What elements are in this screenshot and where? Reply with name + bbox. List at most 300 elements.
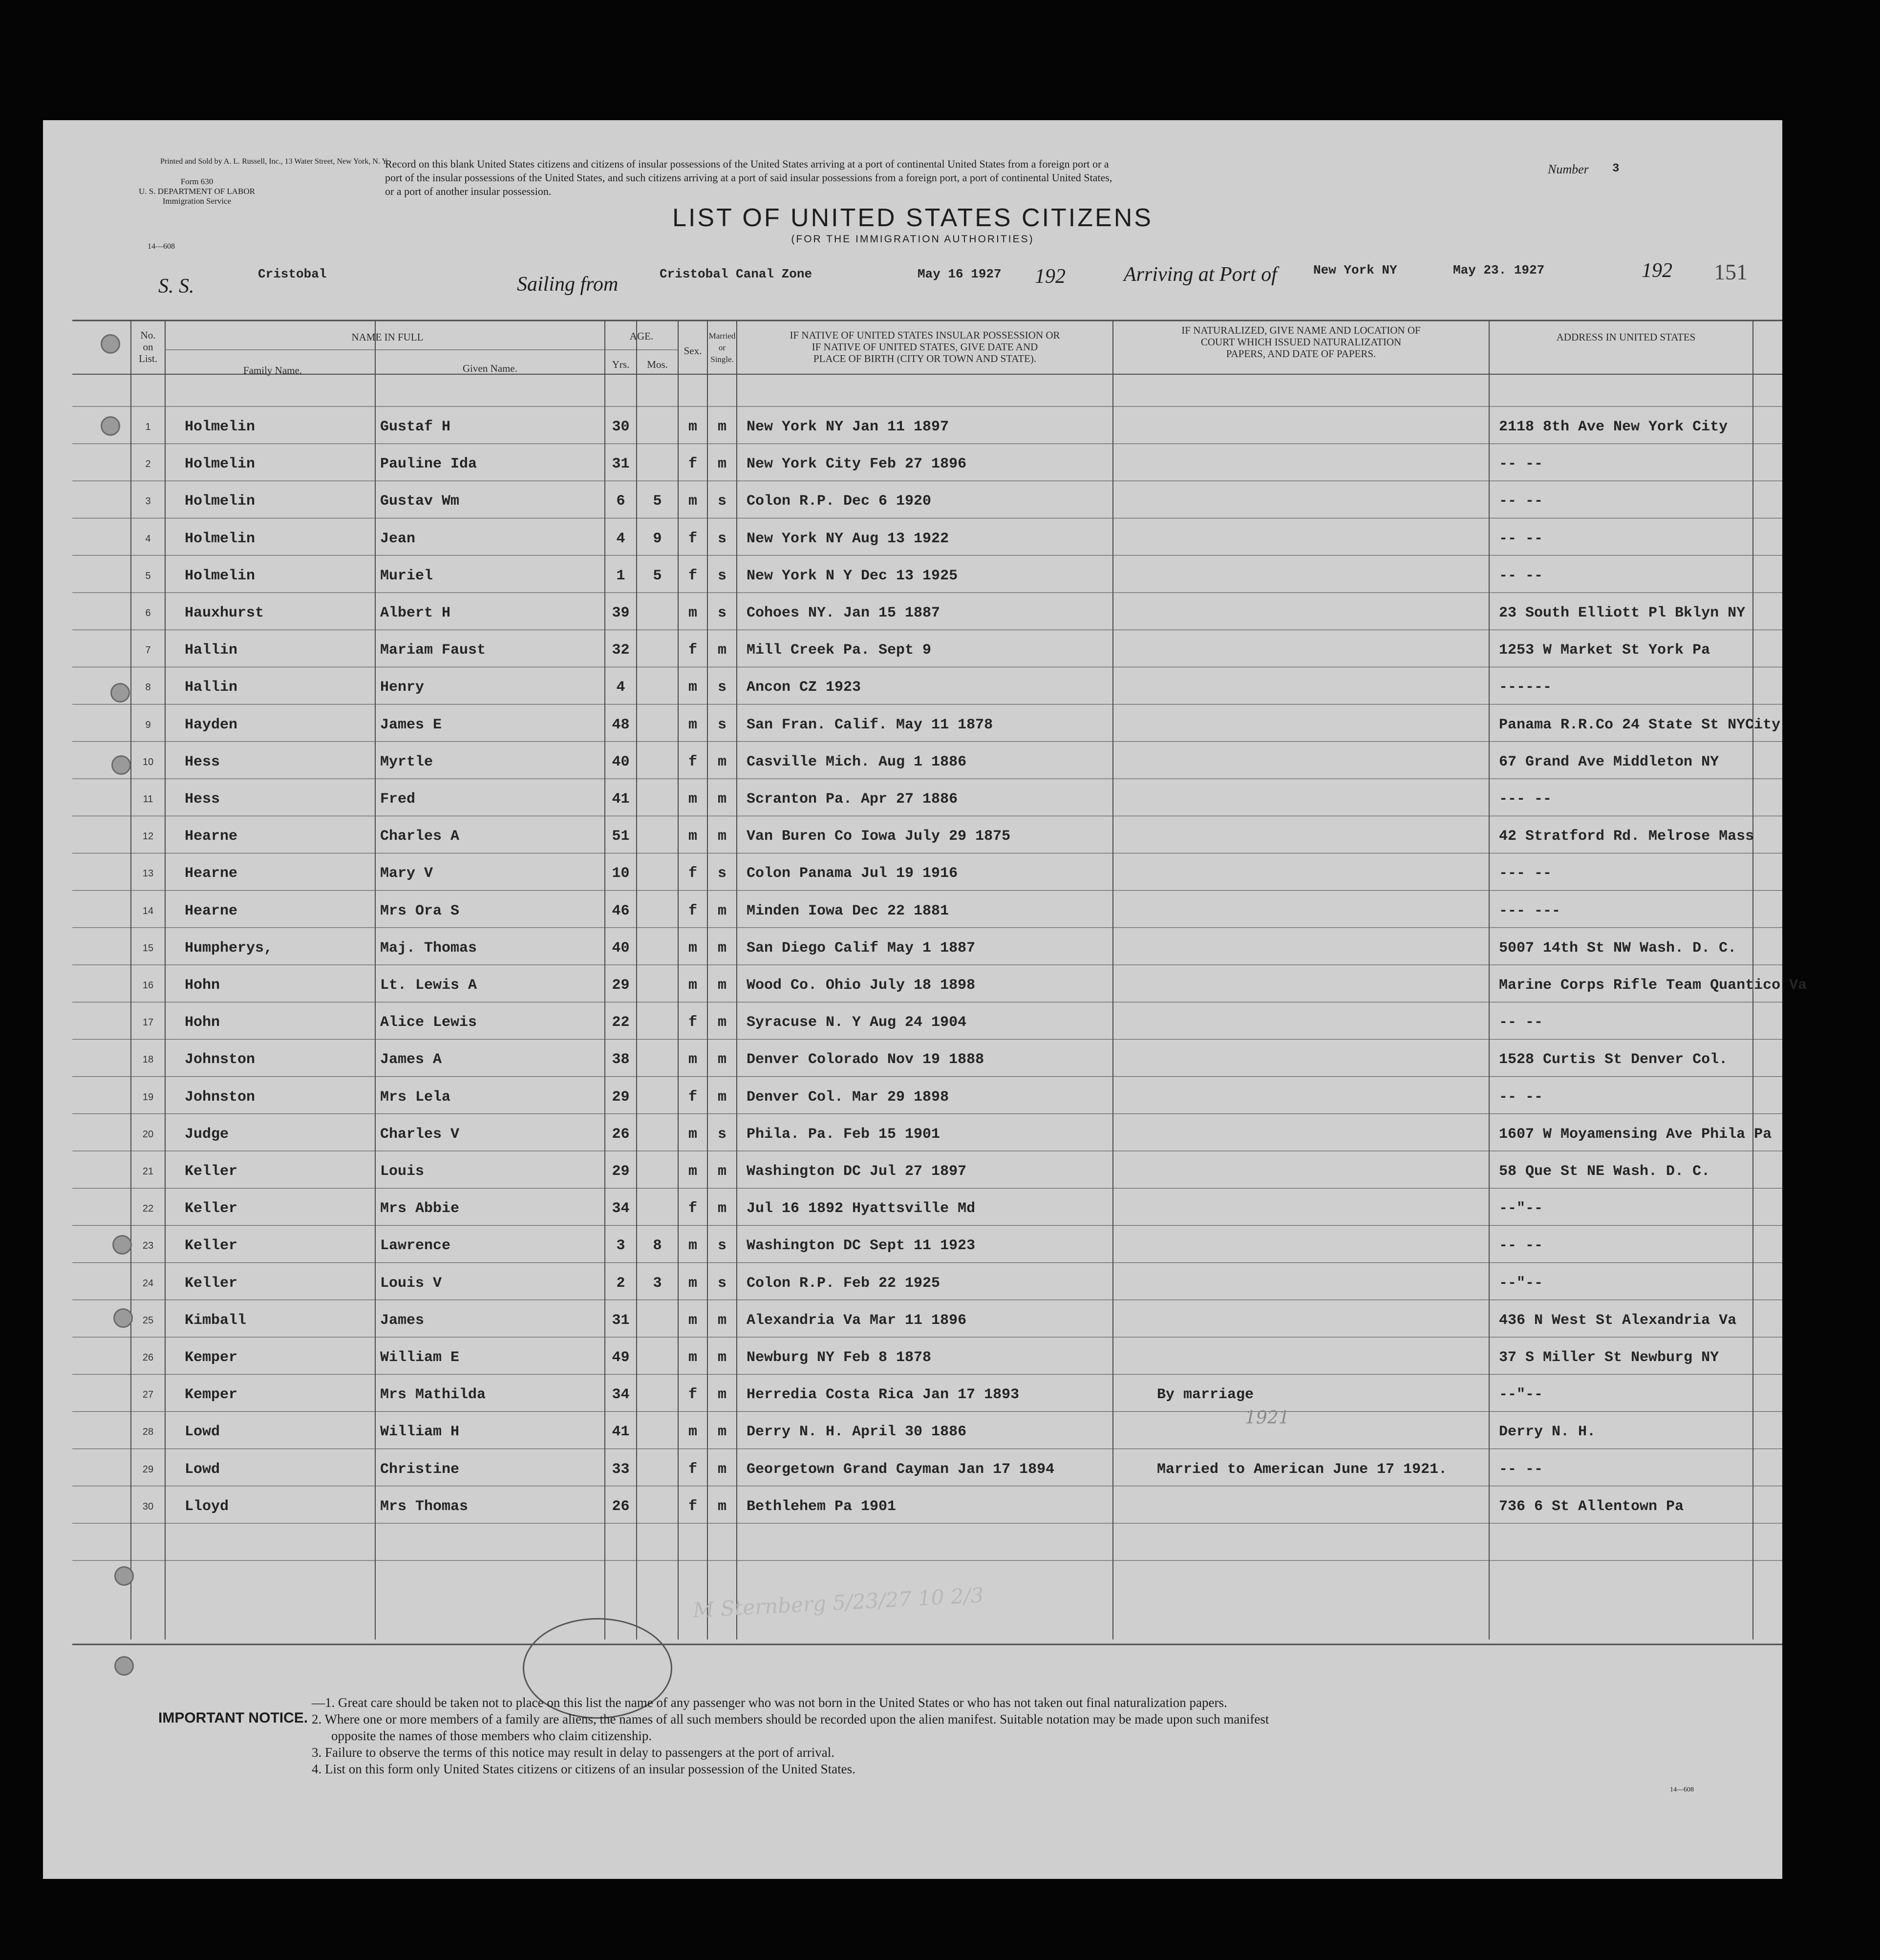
cell-family: Kimball bbox=[185, 1312, 247, 1329]
cell-ms: s bbox=[717, 530, 726, 547]
cell-ms: s bbox=[717, 605, 726, 621]
sailing-date: May 16 1927 bbox=[918, 267, 1002, 281]
table-row bbox=[43, 446, 1782, 483]
cell-birth: Denver Colorado Nov 19 1888 bbox=[747, 1051, 984, 1068]
instruction-line: port of the insular possessions of the United States, and such citizens arriving at a port of said insular possessions from a foreign port, a port of continental United States, bbox=[385, 171, 1112, 184]
cell-sex: f bbox=[688, 1200, 697, 1217]
cell-sex: f bbox=[688, 753, 697, 770]
cell-no: 23 bbox=[142, 1240, 154, 1252]
cell-given: Muriel bbox=[380, 567, 433, 584]
cell-birth: New York N Y Dec 13 1925 bbox=[747, 567, 958, 584]
cell-yrs: 41 bbox=[612, 1424, 630, 1441]
punch-hole bbox=[111, 755, 131, 775]
cell-family: Keller bbox=[185, 1163, 238, 1180]
cell-sex: m bbox=[688, 1126, 697, 1143]
cell-yrs: 4 bbox=[616, 530, 625, 547]
cell-ms: m bbox=[717, 456, 726, 473]
table-row bbox=[43, 706, 1782, 744]
cell-mos: 8 bbox=[653, 1237, 662, 1255]
form-code: 14—608 bbox=[148, 242, 175, 251]
cell-no: 6 bbox=[145, 608, 151, 618]
cell-address: -- -- bbox=[1499, 1014, 1543, 1031]
department: U. S. DEPARTMENT OF LABOR bbox=[139, 187, 255, 196]
cell-yrs: 26 bbox=[612, 1126, 630, 1143]
punch-hole bbox=[101, 416, 120, 436]
col-given-name: Given Name. bbox=[463, 362, 517, 374]
cell-family: Hohn bbox=[185, 1014, 220, 1031]
cell-yrs: 26 bbox=[612, 1498, 630, 1515]
col-family-name: Family Name. bbox=[243, 364, 302, 376]
table-row bbox=[43, 1079, 1782, 1116]
cell-given: Mrs Abbie bbox=[380, 1200, 460, 1217]
cell-ms: m bbox=[717, 1088, 726, 1106]
cell-birth: New York City Feb 27 1896 bbox=[747, 456, 967, 473]
col-naturalized-line: COURT WHICH ISSUED NATURALIZATION bbox=[1200, 336, 1402, 348]
cell-ms: m bbox=[717, 1163, 726, 1180]
cell-ms: s bbox=[717, 567, 726, 584]
cell-yrs: 34 bbox=[612, 1200, 630, 1217]
cell-yrs: 4 bbox=[616, 679, 625, 696]
col-naturalized-line: IF NATURALIZED, GIVE NAME AND LOCATION OF bbox=[1181, 324, 1421, 336]
notice-item: 3. Failure to observe the terms of this notice may result in delay to passengers at the port of arrival. bbox=[312, 1745, 834, 1760]
cell-yrs: 32 bbox=[612, 642, 630, 659]
cell-yrs: 49 bbox=[612, 1349, 630, 1366]
cell-ms: m bbox=[717, 419, 726, 435]
cell-ms: m bbox=[717, 1051, 726, 1068]
cell-family: Hauxhurst bbox=[185, 605, 264, 621]
ss-label: S. S. bbox=[158, 275, 194, 298]
cell-ms: s bbox=[717, 1237, 726, 1255]
table-row bbox=[43, 818, 1782, 855]
cell-no: 29 bbox=[142, 1464, 154, 1475]
table-row bbox=[43, 1041, 1782, 1078]
cell-mos: 5 bbox=[653, 567, 662, 584]
cell-family: Keller bbox=[185, 1275, 238, 1292]
cell-yrs: 40 bbox=[612, 753, 630, 770]
table-row bbox=[43, 781, 1782, 818]
cell-yrs: 29 bbox=[612, 977, 630, 994]
cell-yrs: 22 bbox=[612, 1014, 630, 1031]
cell-no: 21 bbox=[142, 1166, 154, 1177]
cell-no: 1 bbox=[145, 422, 151, 432]
cell-address: --- -- bbox=[1499, 865, 1552, 882]
table-row bbox=[43, 557, 1782, 595]
cell-birth: Ancon CZ 1923 bbox=[747, 679, 861, 696]
cell-given: Mrs Lela bbox=[380, 1088, 451, 1106]
cell-birth: Alexandria Va Mar 11 1896 bbox=[747, 1312, 967, 1329]
table-row bbox=[43, 1227, 1782, 1264]
form-title: LIST OF UNITED STATES CITIZENS bbox=[672, 204, 1153, 232]
cell-no: 22 bbox=[142, 1203, 154, 1214]
cell-family: Holmelin bbox=[185, 530, 256, 547]
cell-yrs: 31 bbox=[612, 1312, 630, 1329]
cell-no: 16 bbox=[142, 980, 154, 991]
cell-given: Henry bbox=[380, 679, 425, 696]
cell-yrs: 39 bbox=[612, 605, 630, 621]
cell-family: Hearne bbox=[185, 828, 238, 845]
sailing-label: Sailing from bbox=[517, 273, 619, 296]
cell-given: Mrs Ora S bbox=[380, 902, 460, 919]
cell-family: Holmelin bbox=[185, 567, 256, 584]
cell-mos: 5 bbox=[653, 493, 662, 510]
cell-nat: By marriage bbox=[1157, 1386, 1254, 1404]
table-row bbox=[43, 520, 1782, 557]
cell-family: Lowd bbox=[185, 1424, 220, 1441]
cell-ms: s bbox=[717, 865, 726, 882]
cell-nat: Married to American June 17 1921. bbox=[1157, 1461, 1448, 1478]
cell-no: 20 bbox=[142, 1129, 154, 1140]
cell-address: 37 S Miller St Newburg NY bbox=[1499, 1349, 1719, 1366]
cell-sex: f bbox=[688, 865, 697, 882]
col-yrs: Yrs. bbox=[612, 359, 630, 370]
cell-family: Johnston bbox=[185, 1051, 256, 1068]
notice-label: IMPORTANT NOTICE. bbox=[158, 1710, 308, 1726]
cell-sex: f bbox=[688, 1498, 697, 1515]
cell-given: James A bbox=[380, 1051, 442, 1068]
cell-no: 9 bbox=[145, 719, 151, 730]
cell-sex: f bbox=[688, 642, 697, 659]
cell-sex: m bbox=[688, 716, 697, 733]
cell-no: 13 bbox=[142, 868, 154, 879]
cell-ms: m bbox=[717, 977, 726, 994]
cell-birth: Colon Panama Jul 19 1916 bbox=[747, 865, 958, 882]
number-value: 3 bbox=[1612, 162, 1620, 175]
cell-sex: f bbox=[688, 1386, 697, 1404]
cell-yrs: 6 bbox=[616, 493, 625, 510]
cell-ms: m bbox=[717, 753, 726, 770]
arriving-label: Arriving at Port of bbox=[1124, 263, 1277, 286]
cell-sex: m bbox=[688, 1163, 697, 1180]
col-no-line: No. bbox=[140, 329, 156, 341]
cell-birth: Colon R.P. Dec 6 1920 bbox=[747, 493, 932, 510]
ship-name: Cristobal bbox=[258, 267, 327, 281]
table-row bbox=[43, 408, 1782, 446]
cell-given: William E bbox=[380, 1349, 460, 1366]
cell-family: Lowd bbox=[185, 1461, 220, 1478]
cell-ms: m bbox=[717, 1312, 726, 1329]
cell-family: Hayden bbox=[185, 716, 238, 733]
col-married: Married or Single. bbox=[708, 331, 736, 364]
cell-no: 30 bbox=[142, 1501, 154, 1512]
cell-yrs: 2 bbox=[616, 1275, 625, 1292]
cell-sex: m bbox=[688, 939, 697, 957]
cell-ms: m bbox=[717, 1200, 726, 1217]
cell-no: 26 bbox=[142, 1352, 154, 1363]
table-row bbox=[43, 1190, 1782, 1227]
cell-mos: 3 bbox=[653, 1275, 662, 1292]
table-row bbox=[43, 1116, 1782, 1153]
cell-yrs: 40 bbox=[612, 939, 630, 957]
cell-ms: m bbox=[717, 1014, 726, 1031]
printer-line: Printed and Sold by A. L. Russell, Inc., 13 Water Street, New York, N. Y. bbox=[160, 157, 388, 166]
cell-address: -- -- bbox=[1499, 1088, 1543, 1106]
cell-birth: Mill Creek Pa. Sept 9 bbox=[747, 642, 932, 659]
cell-address: 2118 8th Ave New York City bbox=[1499, 419, 1728, 435]
table-row bbox=[43, 669, 1782, 706]
cell-address: -- -- bbox=[1499, 530, 1543, 547]
cell-given: Pauline Ida bbox=[380, 456, 477, 473]
cell-yrs: 41 bbox=[612, 791, 630, 808]
table-row bbox=[43, 744, 1782, 781]
cell-no: 10 bbox=[142, 756, 154, 767]
cell-address: 5007 14th St NW Wash. D. C. bbox=[1499, 939, 1737, 957]
cell-ms: m bbox=[717, 1424, 726, 1441]
cell-given: Alice Lewis bbox=[380, 1014, 477, 1031]
cell-birth: Scranton Pa. Apr 27 1886 bbox=[747, 791, 958, 808]
cell-ms: s bbox=[717, 1126, 726, 1143]
table-row bbox=[43, 1302, 1782, 1339]
cell-family: Hallin bbox=[185, 642, 238, 659]
cell-address: 1607 W Moyamensing Ave Phila Pa bbox=[1499, 1126, 1772, 1143]
inspector-stamp: M Sternberg 5/23/27 10 2/3 bbox=[692, 1583, 984, 1622]
cell-address: --- --- bbox=[1499, 902, 1561, 919]
cell-yrs: 1 bbox=[616, 567, 625, 584]
cell-sex: f bbox=[688, 456, 697, 473]
cell-given: Mrs Thomas bbox=[380, 1498, 469, 1515]
cell-birth: Syracuse N. Y Aug 24 1904 bbox=[747, 1014, 967, 1031]
cell-birth: Washington DC Sept 11 1923 bbox=[747, 1237, 976, 1255]
handwritten-year: 1921 bbox=[1245, 1408, 1290, 1428]
table-row bbox=[43, 1339, 1782, 1376]
cell-address: 23 South Elliott Pl Bklyn NY bbox=[1499, 605, 1746, 621]
page-number: 151 bbox=[1714, 259, 1748, 284]
cell-address: 736 6 St Allentown Pa bbox=[1499, 1498, 1684, 1515]
cell-ms: m bbox=[717, 902, 726, 919]
cell-given: Louis V bbox=[380, 1275, 442, 1292]
cell-yrs: 10 bbox=[612, 865, 630, 882]
service: Immigration Service bbox=[162, 196, 232, 206]
table-row bbox=[43, 1004, 1782, 1041]
table-row bbox=[43, 1413, 1782, 1450]
cell-sex: m bbox=[688, 419, 697, 435]
cell-sex: m bbox=[688, 493, 697, 510]
cell-ms: m bbox=[717, 939, 726, 957]
cell-given: Myrtle bbox=[380, 753, 433, 770]
cell-birth: Colon R.P. Feb 22 1925 bbox=[747, 1275, 940, 1292]
cell-sex: f bbox=[688, 902, 697, 919]
cell-address: 42 Stratford Rd. Melrose Mass bbox=[1499, 828, 1754, 845]
cell-address: 436 N West St Alexandria Va bbox=[1499, 1312, 1737, 1329]
cell-given: Fred bbox=[380, 791, 416, 808]
cell-no: 4 bbox=[145, 533, 151, 544]
cell-ms: s bbox=[717, 493, 726, 510]
cell-yrs: 29 bbox=[612, 1088, 630, 1106]
cell-no: 18 bbox=[142, 1054, 154, 1065]
cell-given: Albert H bbox=[380, 605, 451, 621]
cell-address: Marine Corps Rifle Team Quantico Va bbox=[1499, 977, 1807, 994]
punch-hole bbox=[113, 1308, 133, 1328]
punch-hole bbox=[114, 1656, 134, 1676]
cell-address: ------ bbox=[1499, 679, 1552, 696]
cell-family: Judge bbox=[185, 1126, 229, 1143]
col-birth-line: IF NATIVE OF UNITED STATES INSULAR POSSESSION OR bbox=[790, 329, 1060, 341]
instruction-line: Record on this blank United States citizens and citizens of insular possessions of the United States arriving at a port of continental United States from a foreign port or a bbox=[385, 158, 1109, 170]
cell-given: James E bbox=[380, 716, 442, 733]
cell-ms: s bbox=[717, 716, 726, 733]
cell-birth: Georgetown Grand Cayman Jan 17 1894 bbox=[747, 1461, 1055, 1478]
cell-birth: Van Buren Co Iowa July 29 1875 bbox=[747, 828, 1011, 845]
cell-sex: m bbox=[688, 1349, 697, 1366]
cell-address: 1253 W Market St York Pa bbox=[1499, 642, 1710, 659]
cell-birth: Washington DC Jul 27 1897 bbox=[747, 1163, 967, 1180]
cell-birth: Newburg NY Feb 8 1878 bbox=[747, 1349, 932, 1366]
cell-ms: m bbox=[717, 1386, 726, 1404]
cell-no: 2 bbox=[145, 459, 151, 470]
cell-given: Louis bbox=[380, 1163, 425, 1180]
table-row bbox=[43, 595, 1782, 632]
cell-sex: m bbox=[688, 1237, 697, 1255]
cell-no: 27 bbox=[142, 1389, 154, 1401]
cell-no: 19 bbox=[142, 1091, 154, 1103]
cell-no: 8 bbox=[145, 682, 151, 693]
notice-item: 2. Where one or more members of a family are aliens, the names of all such members should be recorded upon the alien manifest. Suitable notation may be made upon such manifest bbox=[312, 1712, 1269, 1726]
cell-birth: Phila. Pa. Feb 15 1901 bbox=[747, 1126, 940, 1143]
cell-no: 7 bbox=[145, 645, 151, 656]
cell-family: Holmelin bbox=[185, 493, 256, 510]
col-birth-line: IF NATIVE OF UNITED STATES, GIVE DATE AND bbox=[812, 341, 1038, 353]
cell-birth: New York NY Jan 11 1897 bbox=[747, 419, 949, 435]
cell-ms: m bbox=[717, 1349, 726, 1366]
table-row bbox=[43, 632, 1782, 669]
number-label: Number bbox=[1548, 162, 1589, 176]
notice-item: —1. Great care should be taken not to place on this list the name of any passenger who was not born in the United States or who has not taken out final naturalization papers. bbox=[312, 1695, 1227, 1710]
cell-no: 17 bbox=[142, 1017, 154, 1028]
punch-hole bbox=[101, 334, 120, 354]
cell-no: 3 bbox=[145, 496, 151, 507]
cell-address: Panama R.R.Co 24 State St NYCity bbox=[1499, 716, 1781, 733]
col-age: AGE. bbox=[629, 330, 654, 342]
cell-no: 24 bbox=[142, 1278, 154, 1289]
cell-yrs: 38 bbox=[612, 1051, 630, 1068]
cell-birth: San Fran. Calif. May 11 1878 bbox=[747, 716, 993, 733]
col-sex: Sex. bbox=[684, 345, 702, 357]
cell-birth: Denver Col. Mar 29 1898 bbox=[747, 1088, 949, 1106]
cell-address: --"-- bbox=[1499, 1386, 1543, 1404]
table-row bbox=[43, 930, 1782, 967]
table-row bbox=[43, 1265, 1782, 1302]
cell-given: Charles V bbox=[380, 1126, 460, 1143]
cell-birth: Casville Mich. Aug 1 1886 bbox=[747, 753, 967, 770]
cell-no: 5 bbox=[145, 570, 151, 581]
passenger-rows bbox=[43, 120, 1807, 1879]
cell-address: -- -- bbox=[1499, 567, 1543, 584]
cell-yrs: 48 bbox=[612, 716, 630, 733]
cell-yrs: 46 bbox=[612, 902, 630, 919]
cell-ms: m bbox=[717, 828, 726, 845]
notice-text bbox=[312, 1694, 1758, 1777]
cell-family: Keller bbox=[185, 1200, 238, 1217]
cell-address: --"-- bbox=[1499, 1275, 1543, 1292]
cell-family: Holmelin bbox=[185, 456, 256, 473]
punch-hole bbox=[110, 683, 130, 703]
form-subtitle: (FOR THE IMMIGRATION AUTHORITIES) bbox=[791, 234, 1034, 245]
cell-yrs: 34 bbox=[612, 1386, 630, 1404]
cell-yrs: 30 bbox=[612, 419, 630, 435]
table-row bbox=[43, 967, 1807, 1004]
col-address: ADDRESS IN UNITED STATES bbox=[1556, 331, 1696, 343]
cell-no: 15 bbox=[142, 942, 154, 954]
cell-family: Hess bbox=[185, 753, 220, 770]
punch-hole bbox=[112, 1235, 132, 1255]
col-birth-line: PLACE OF BIRTH (CITY OR TOWN AND STATE). bbox=[813, 353, 1037, 364]
cell-given: William H bbox=[380, 1424, 460, 1441]
cell-family: Keller bbox=[185, 1237, 238, 1255]
cell-family: Hallin bbox=[185, 679, 238, 696]
cell-address: 1528 Curtis St Denver Col. bbox=[1499, 1051, 1728, 1068]
cell-family: Kemper bbox=[185, 1386, 238, 1404]
footer-code: 14—608 bbox=[1670, 1786, 1694, 1793]
cell-family: Holmelin bbox=[185, 419, 256, 435]
table-row bbox=[43, 1153, 1782, 1190]
cell-given: Charles A bbox=[380, 828, 460, 845]
cell-family: Kemper bbox=[185, 1349, 238, 1366]
cell-sex: m bbox=[688, 977, 697, 994]
cell-given: James bbox=[380, 1312, 425, 1329]
col-mos: Mos. bbox=[647, 359, 668, 370]
cell-ms: m bbox=[717, 642, 726, 659]
cell-address: 67 Grand Ave Middleton NY bbox=[1499, 753, 1719, 770]
cell-address: Derry N. H. bbox=[1499, 1424, 1596, 1441]
table-row bbox=[43, 1451, 1782, 1488]
cell-yrs: 31 bbox=[612, 456, 630, 473]
cell-no: 14 bbox=[142, 905, 154, 916]
cell-given: Mary V bbox=[380, 865, 433, 882]
table-row bbox=[43, 855, 1782, 892]
cell-no: 11 bbox=[143, 794, 153, 805]
cell-sex: f bbox=[688, 530, 697, 547]
cell-ms: m bbox=[717, 791, 726, 808]
cell-mos: 9 bbox=[653, 530, 662, 547]
cell-given: Maj. Thomas bbox=[380, 939, 477, 957]
notice-item: 4. List on this form only United States citizens or citizens of an insular possession of the United States. bbox=[312, 1762, 855, 1776]
cell-yrs: 29 bbox=[612, 1163, 630, 1180]
cell-given: Mariam Faust bbox=[380, 642, 486, 659]
arriving-port: New York NY bbox=[1313, 263, 1397, 277]
cell-given: Gustav Wm bbox=[380, 493, 460, 510]
cell-given: Lawrence bbox=[380, 1237, 451, 1255]
cell-birth: Minden Iowa Dec 22 1881 bbox=[747, 902, 949, 919]
table-row bbox=[43, 1376, 1782, 1413]
cell-birth: San Diego Calif May 1 1887 bbox=[747, 939, 976, 957]
form-number: Form 630 bbox=[180, 177, 214, 186]
cell-yrs: 51 bbox=[612, 828, 630, 845]
cell-address: --- -- bbox=[1499, 791, 1552, 808]
cell-sex: m bbox=[688, 605, 697, 621]
table-row bbox=[43, 1488, 1782, 1525]
cell-address: -- -- bbox=[1499, 493, 1543, 510]
cell-family: Lloyd bbox=[185, 1498, 229, 1515]
punch-hole bbox=[114, 1566, 134, 1586]
col-no-line: List. bbox=[139, 353, 157, 364]
cell-ms: s bbox=[717, 1275, 726, 1292]
cell-family: Johnston bbox=[185, 1088, 256, 1106]
cell-address: -- -- bbox=[1499, 456, 1543, 473]
cell-no: 25 bbox=[142, 1315, 154, 1326]
cell-given: Jean bbox=[380, 530, 416, 547]
cell-birth: Wood Co. Ohio July 18 1898 bbox=[747, 977, 976, 994]
cell-family: Hohn bbox=[185, 977, 220, 994]
cell-address: -- -- bbox=[1499, 1237, 1543, 1255]
cell-birth: New York NY Aug 13 1922 bbox=[747, 530, 949, 547]
cell-ms: m bbox=[717, 1461, 726, 1478]
cell-birth: Derry N. H. April 30 1886 bbox=[747, 1424, 967, 1441]
cell-birth: Bethlehem Pa 1901 bbox=[747, 1498, 897, 1515]
cell-ms: m bbox=[717, 1498, 726, 1515]
cell-sex: m bbox=[688, 1312, 697, 1329]
col-naturalized-line: PAPERS, AND DATE OF PAPERS. bbox=[1226, 348, 1376, 360]
cell-birth: Herredia Costa Rica Jan 17 1893 bbox=[747, 1386, 1020, 1404]
cell-sex: m bbox=[688, 1051, 697, 1068]
